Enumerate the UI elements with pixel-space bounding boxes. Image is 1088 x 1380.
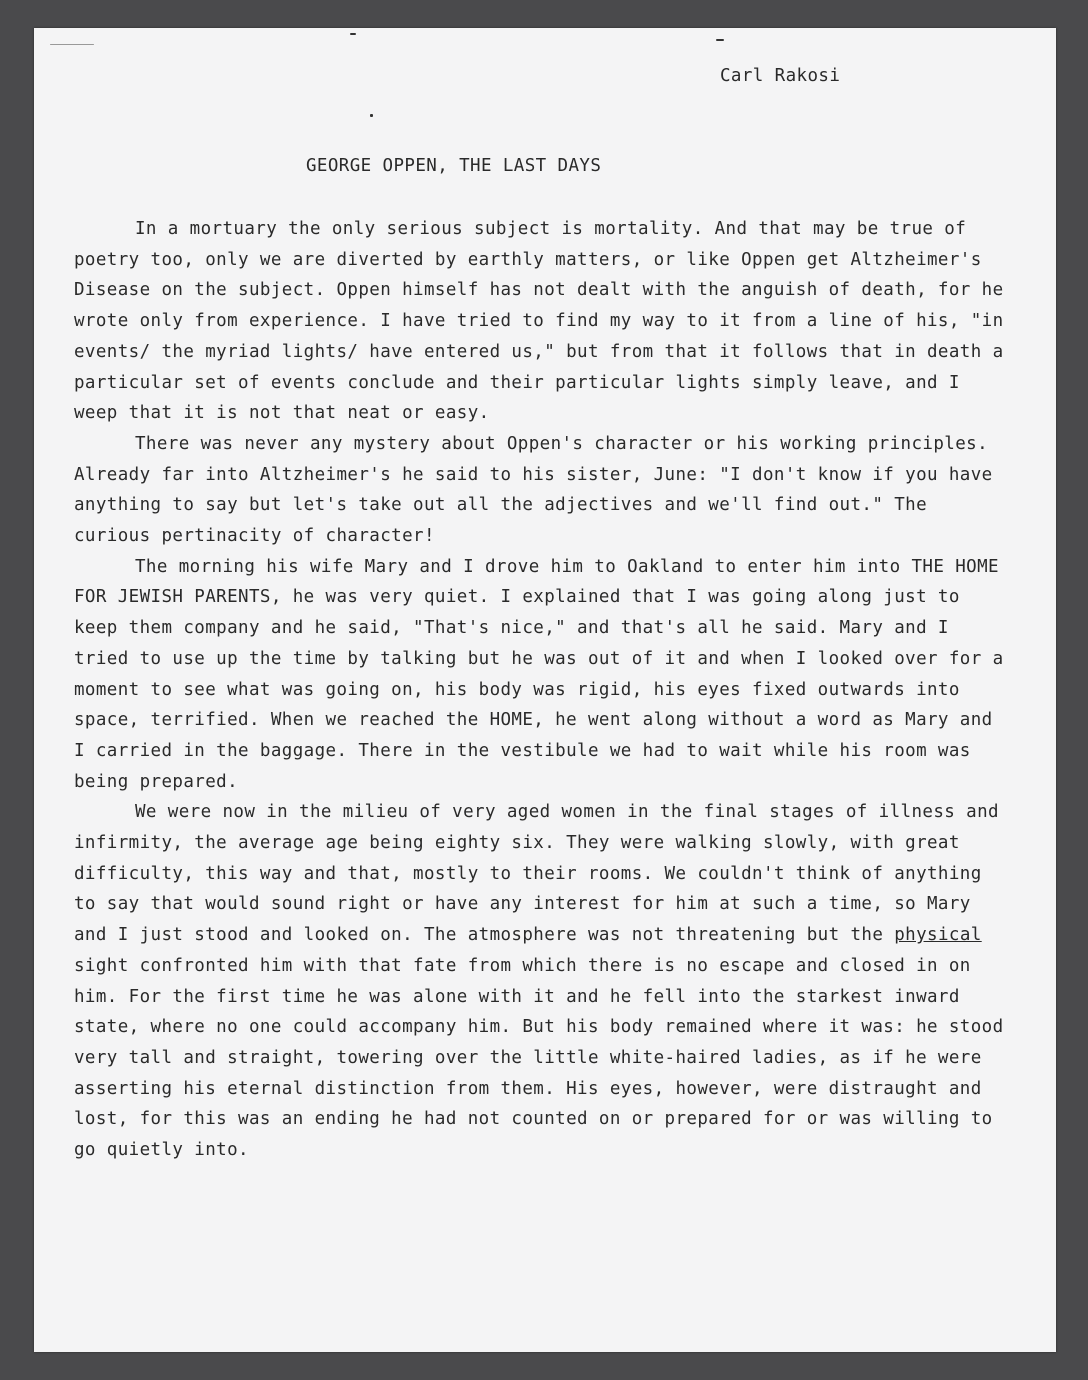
- paragraph: The morning his wife Mary and I drove him to Oakland to enter him into THE HOME FOR JEWISH PARENTS, he was very quiet. I explained that I was going along just to keep them company and he said, "That's nice," and that's all he said. Mary and I tried to use up the time by talking but he was out of it and when I looked over for a moment to see what was going on, his body was rigid, his eyes fixed outwards into space, terrified. When we reached the HOME, he went along without a word as Mary and I carried in the baggage. There in the vestibule we had to wait while his room was being prepared.: [74, 556, 1004, 792]
- paragraph: [74, 797, 1014, 1165]
- paper-speck: [50, 44, 94, 45]
- paper-speck: [350, 33, 356, 35]
- document-body: [74, 214, 1014, 1166]
- paragraph-text-end: sight confronted him with that fate from which there is no escape and closed in on him. For the first time he was alone with it and he fell into the starkest inward state, where no one could accompany him. But his body remained where it was: he stood very tall and straight, towering over the little white-haired ladies, as if he were asserting his eternal distinction from them. His eyes, however, were distraught and lost, for this was an ending he had not counted on or prepared for or was willing to go quietly into.: [74, 955, 1004, 1161]
- underlined-word: physical: [894, 925, 982, 946]
- paper-speck: [370, 114, 373, 117]
- paragraph: In a mortuary the only serious subject is mortality. And that may be true of poetry too, only we are diverted by earthly matters, or like Oppen get Altzheimer's Disease on the subject. Oppen himself has not dealt with the anguish of death, for he wrote only from experience. I have tried to find my way to it from a line of his, "in events/ the myriad lights/ have entered us," but from that it follows that in death a particular set of events conclude and their particular lights simply leave, and I weep that it is not that neat or easy.: [74, 219, 1004, 424]
- author-name: Carl Rakosi: [720, 66, 841, 86]
- paragraph-text-start: We were now in the milieu of very aged women in the final stages of illness and infirmity, the average age being eighty six. They were walking slowly, with great difficulty, this way and that, mostly to their rooms. We couldn't think of anything to say that would sound right or have any interest for him at such a time, so Mary and I just stood and looked on. The atmosphere was not threatening but the: [74, 802, 999, 946]
- document-page: [34, 28, 1056, 1352]
- document-title: GEORGE OPPEN, THE LAST DAYS: [306, 156, 602, 176]
- paragraph: There was never any mystery about Oppen's character or his working principles. Already far into Altzheimer's he said to his sister, June: "I don't know if you have anything to say but let's take out all the adjectives and we'll find out." The curious pertinacity of character!: [74, 433, 993, 547]
- paper-speck: [716, 39, 724, 41]
